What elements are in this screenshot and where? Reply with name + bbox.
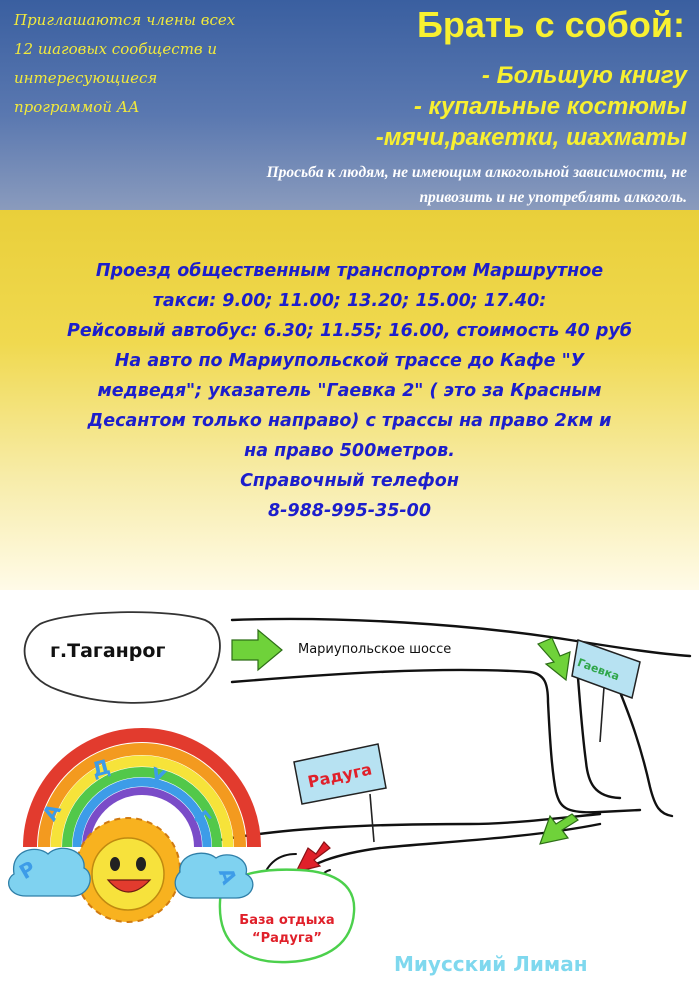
logo-letter: Д [89,754,113,782]
sun-eye-left [110,857,120,871]
raduga-sign-label: Радуга [306,759,374,792]
raduga-logo [9,735,254,922]
side-road-left [578,678,620,798]
logo-letter: Р [14,855,40,885]
logo-letter: А [213,864,242,888]
logo-letter: Г [189,805,216,831]
invite-line: программой АА [14,98,140,116]
logo-letter: У [146,762,170,790]
invite-line: Приглашаются члены всех [14,11,236,29]
bring-item: - Большую книгу [481,62,687,89]
bring-item: -мячи,ракетки, шахматы [375,124,687,151]
transport-line: такси: 9.00; 11.00; 13.20; 15.00; 17.40: [152,291,547,311]
transport-line: медведя"; указатель "Гаевка 2" ( это за Красным [97,381,602,401]
city-label: г.Таганрог [50,640,166,662]
gaevka-sign-pole [600,687,604,742]
bring-item: - купальные костюмы [413,93,687,120]
request-line: привозить и не употреблять алкоголь. [419,189,687,206]
base-label [222,912,352,948]
phone-number: 8-988-995-35-00 [268,501,431,521]
transport-line: на право 500метров. [244,441,455,461]
invitation-text [14,6,304,122]
bring-title: Брать с собой: [416,4,685,45]
base-line: База отдыха [239,913,335,928]
bring-list [376,60,687,153]
transport-line: Десантом только направо) с трассы на право 2км и [87,411,612,431]
arrow-right-icon [232,630,282,670]
raduga-sign-pole [370,794,374,842]
alcohol-request [40,160,687,210]
side-road-right [620,692,672,816]
transport-line: Справочный телефон [240,471,459,491]
arrow-down-icon [538,638,570,680]
liman-label: Миусский Лиман [394,952,588,976]
highway-label: Мариупольское шоссе [298,642,452,657]
base-line: “Радуга” [252,931,322,946]
sun-face [92,838,164,910]
invite-line: интересующиеся [14,69,158,87]
logo-letter: А [37,799,67,825]
transport-line: На авто по Мариупольской трассе до Кафе "У [114,351,585,371]
transport-line: Рейсовый автобус: 6.30; 11.55; 16.00, стоимость 40 руб [67,321,632,341]
request-line: Просьба к людям, не имеющим алкогольной зависимости, не [266,164,687,181]
gaevka-sign-label: Гаевка [575,656,622,684]
sun-eye-right [136,857,146,871]
transport-info [0,256,699,526]
arrow-red-icon [296,842,330,872]
transport-line: Проезд общественным транспортом Маршрутное [95,261,604,281]
invite-line: 12 шаговых сообществ и [14,40,218,58]
